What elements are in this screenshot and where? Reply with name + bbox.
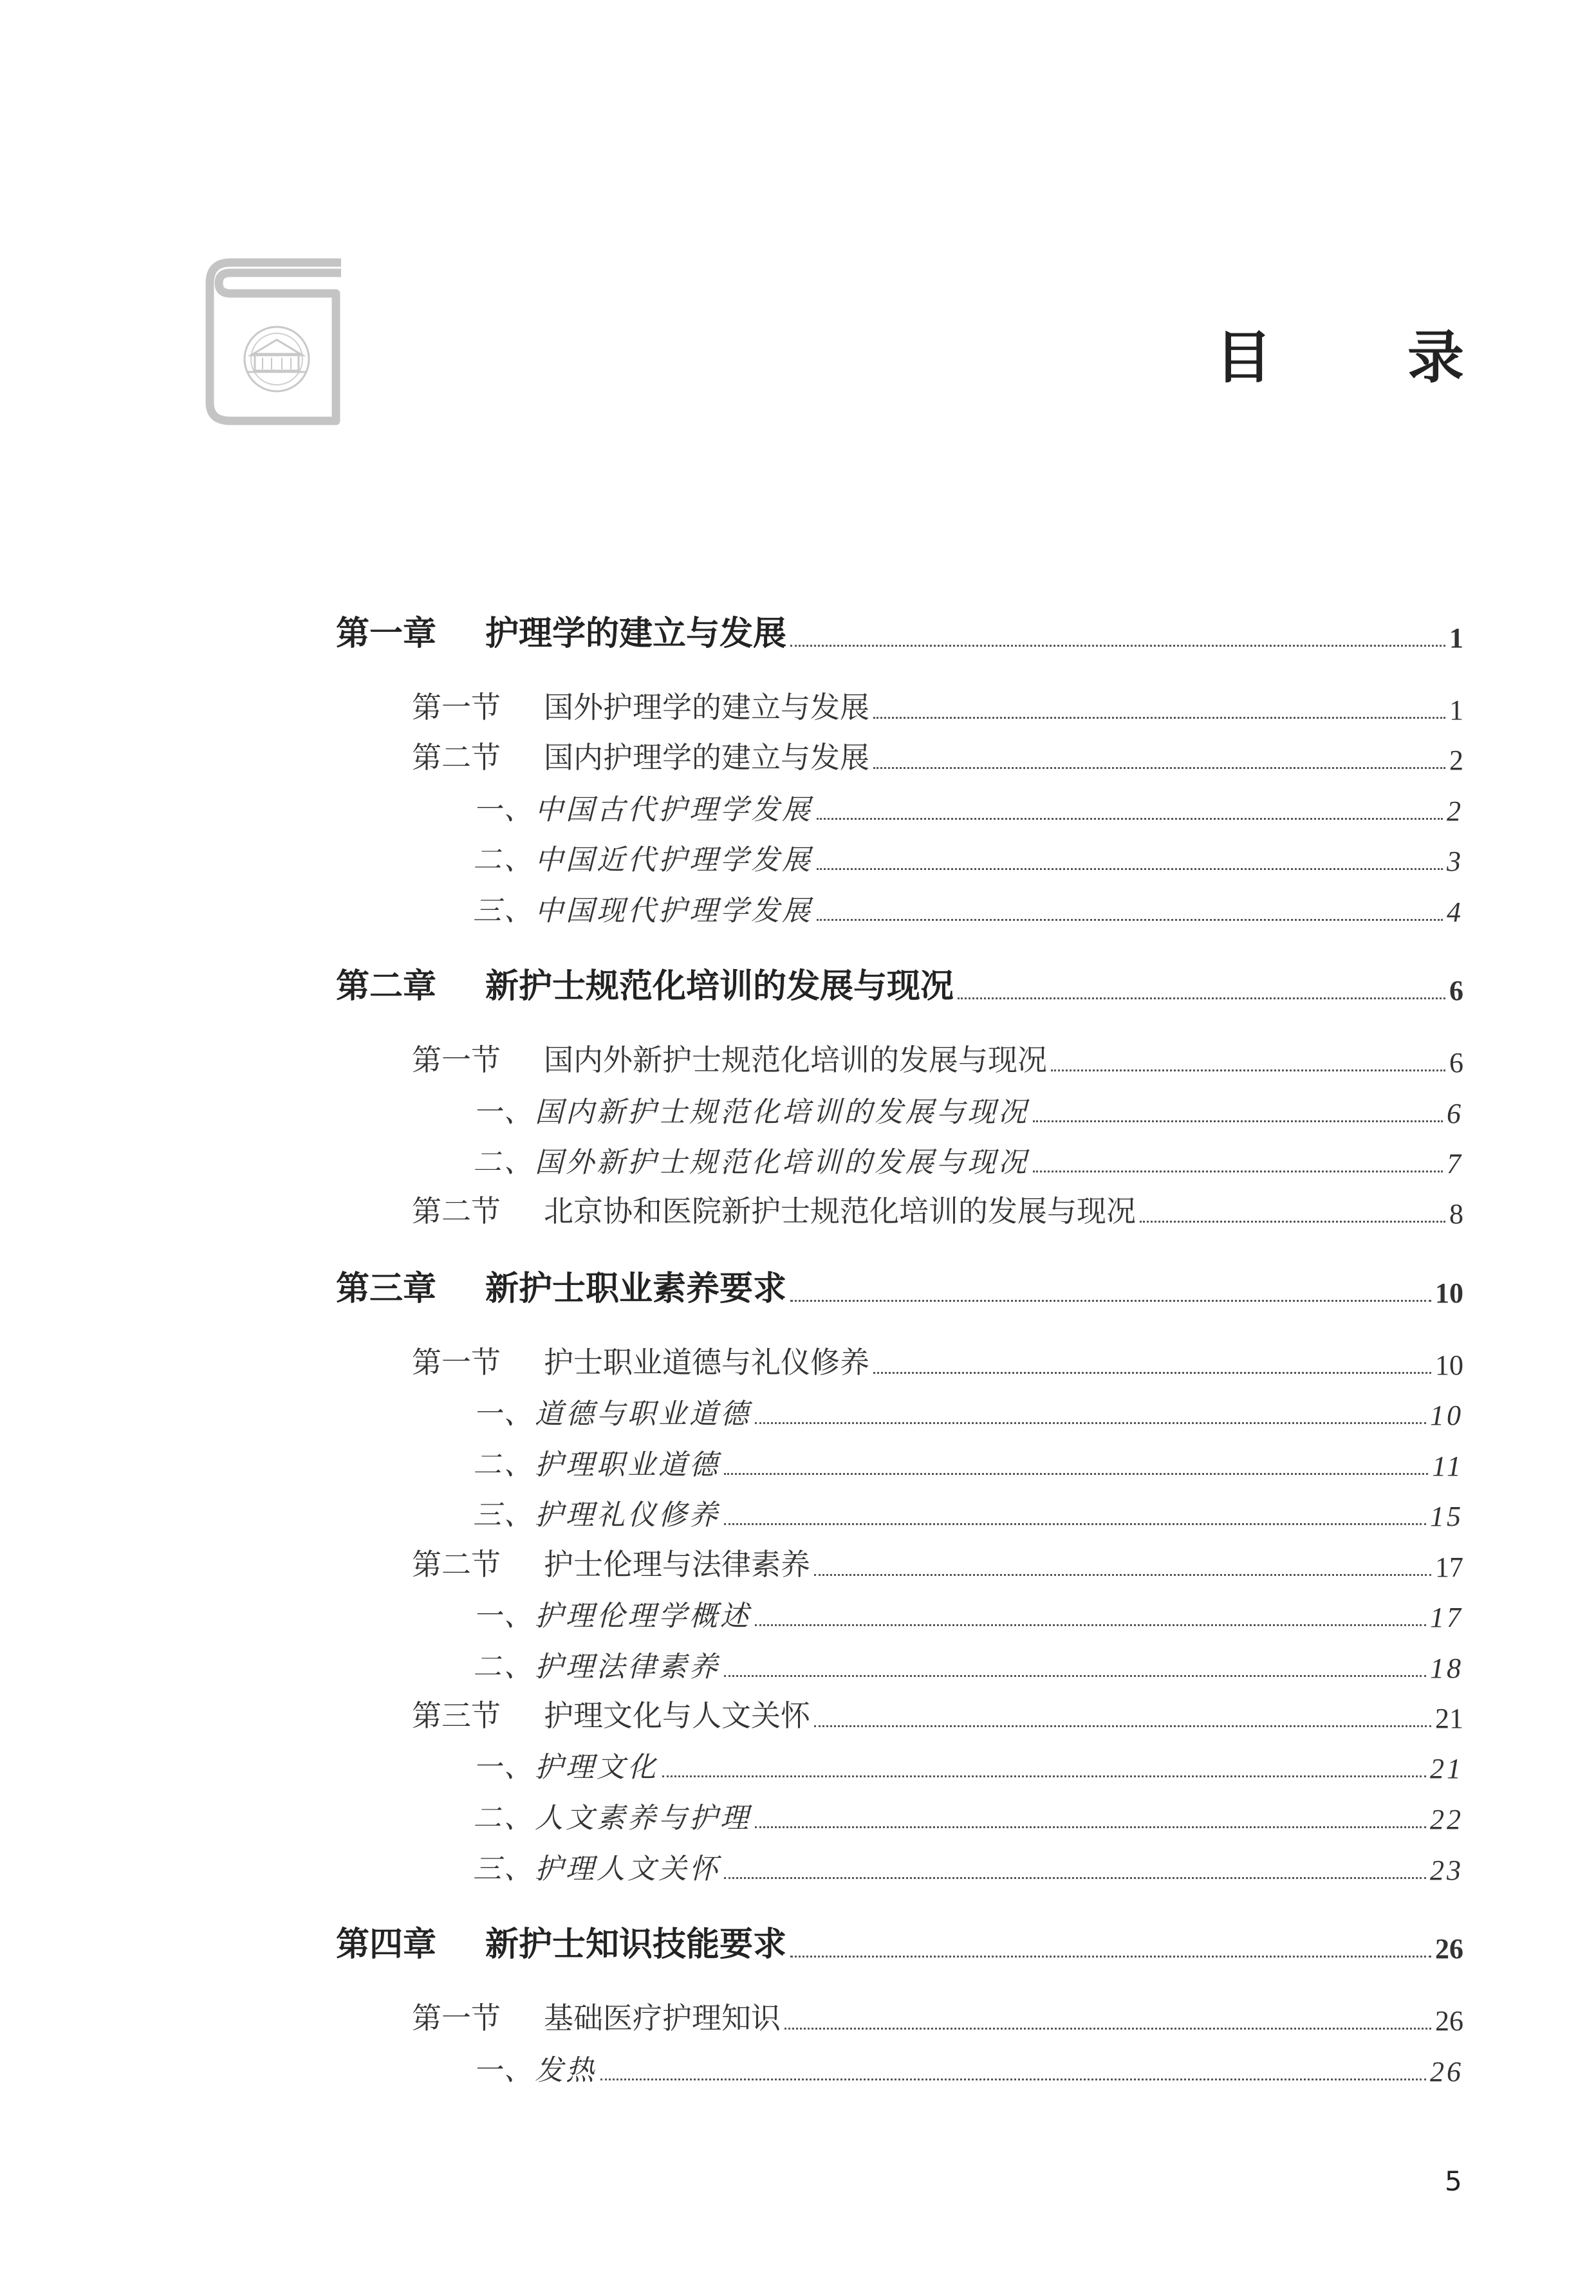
toc-entry-number: 一、: [473, 1600, 535, 1633]
toc-entry-title: 护士职业道德与礼仪修养: [544, 1345, 869, 1380]
toc-entry-title: 国内护理学的建立与发展: [544, 740, 869, 775]
toc-entry-number: 三、: [473, 1499, 535, 1532]
toc-entry-number: 第三章: [336, 1270, 437, 1308]
page-title: 目 录: [1215, 324, 1522, 391]
toc-entry-title: 护理伦理学概述: [535, 1600, 751, 1633]
toc-entry-number: 第三节: [412, 1698, 501, 1733]
toc-page-number: 10: [1435, 1349, 1463, 1381]
toc-entry-label: [336, 959, 954, 1007]
toc-entry-title: 护理文化与人文关怀: [544, 1698, 810, 1733]
toc-entry-title: 国外新护士规范化培训的发展与现况: [535, 1146, 1029, 1179]
toc-entry-number: 第二节: [412, 1547, 501, 1582]
toc-entry-title: 发热: [535, 2054, 597, 2087]
toc-entry-label: [473, 887, 813, 929]
toc-entry-number: 二、: [473, 1651, 535, 1683]
toc-chapter-row: [336, 1927, 1463, 1965]
toc-page-number: 7: [1447, 1148, 1463, 1180]
toc-entry-number: 第一章: [336, 615, 437, 653]
toc-entry-label: [473, 837, 813, 878]
dot-leader: [814, 1574, 1431, 1576]
toc-entry-label: [473, 1744, 658, 1785]
toc-entry-number: 一、: [473, 1096, 535, 1129]
toc-item-row: [473, 839, 1463, 878]
toc-page-number: 18: [1430, 1653, 1463, 1684]
toc-page-number: 10: [1435, 1277, 1463, 1309]
dot-leader: [817, 919, 1443, 921]
toc-entry-label: [473, 2047, 597, 2088]
toc-page-number: 1: [1449, 694, 1463, 726]
dot-leader: [1140, 1221, 1445, 1223]
toc-page-number: 21: [1435, 1703, 1463, 1734]
toc-item-row: [473, 1091, 1463, 1130]
toc-chapter-row: [336, 968, 1463, 1007]
toc-entry-number: 第二节: [412, 1194, 501, 1228]
dot-leader: [755, 1624, 1426, 1626]
toc-entry-label: [473, 786, 813, 828]
dot-leader: [873, 767, 1445, 769]
toc-entry-label: [336, 606, 786, 654]
toc-entry-title: 中国近代护理学发展: [535, 844, 813, 876]
dot-leader: [790, 1956, 1431, 1958]
toc-entry-number: 二、: [473, 844, 535, 876]
toc-entry-number: 第四章: [336, 1925, 437, 1964]
toc-entry-label: [412, 1037, 1047, 1079]
toc-item-row: [473, 1797, 1463, 1836]
toc-entry-title: 新护士知识技能要求: [485, 1925, 787, 1964]
toc-entry-number: 第一节: [412, 690, 501, 725]
dot-leader: [873, 717, 1445, 719]
toc-chapter-row: [336, 616, 1463, 654]
dot-leader: [790, 1300, 1431, 1302]
toc-page-number: 6: [1447, 1098, 1463, 1129]
toc-entry-label: [336, 1917, 786, 1965]
toc-page-number: 17: [1430, 1602, 1463, 1633]
toc-entry-label: [473, 1089, 1029, 1130]
toc-entry-label: [412, 684, 869, 727]
toc-item-row: [473, 1494, 1463, 1533]
dot-leader: [817, 868, 1443, 870]
toc-page-number: 2: [1449, 745, 1463, 776]
dot-leader: [755, 1826, 1426, 1828]
toc-entry-number: 第二章: [336, 967, 437, 1006]
dot-leader: [1051, 1069, 1445, 1071]
toc-entry-label: [412, 1692, 810, 1735]
dot-leader: [814, 1725, 1431, 1727]
toc-item-row: [473, 789, 1463, 828]
toc-entry-label: [473, 1593, 751, 1634]
dot-leader: [1033, 1120, 1443, 1122]
toc-section-row: [412, 1999, 1463, 2037]
toc-item-row: [473, 1444, 1463, 1483]
toc-entry-number: 三、: [473, 1853, 535, 1885]
toc-entry-title: 护理法律素养: [535, 1651, 720, 1683]
toc-entry-title: 护士伦理与法律素养: [544, 1547, 810, 1582]
dot-leader: [784, 2028, 1431, 2030]
toc-entry-label: [412, 1188, 1136, 1230]
toc-page-number: 17: [1435, 1551, 1463, 1583]
toc-item-row: [473, 2050, 1463, 2088]
toc-entry-number: 一、: [473, 793, 535, 826]
toc-entry-title: 基础医疗护理知识: [544, 2001, 781, 2035]
toc-entry-label: [336, 1261, 786, 1310]
toc-entry-number: 二、: [473, 1449, 535, 1481]
toc-entry-title: 新护士规范化培训的发展与现况: [485, 967, 954, 1006]
toc-item-row: [473, 1142, 1463, 1180]
toc-entry-number: 三、: [473, 894, 535, 927]
dot-leader: [724, 1523, 1426, 1525]
toc-entry-title: 人文素养与护理: [535, 1802, 751, 1835]
toc-page-number: 10: [1430, 1400, 1463, 1431]
dot-leader: [724, 1877, 1426, 1879]
dot-leader: [1033, 1171, 1443, 1172]
toc-entry-title: 国内外新护士规范化培训的发展与现况: [544, 1042, 1047, 1077]
toc-entry-title: 北京协和医院新护士规范化培训的发展与现况: [544, 1194, 1136, 1228]
toc-item-row: [473, 1646, 1463, 1685]
dot-leader: [817, 818, 1443, 820]
toc-entry-label: [473, 1139, 1029, 1180]
dot-leader: [600, 2078, 1426, 2080]
toc-entry-number: 第一节: [412, 1042, 501, 1077]
toc-section-row: [412, 1696, 1463, 1735]
toc-entry-label: [473, 1441, 720, 1483]
dot-leader: [958, 997, 1445, 999]
page-number: 5: [1445, 2165, 1462, 2197]
dot-leader: [662, 1775, 1426, 1777]
toc-entry-title: 护理礼仪修养: [535, 1499, 720, 1532]
toc-entry-label: [412, 1339, 869, 1382]
toc-section-row: [412, 1343, 1463, 1382]
toc-page-number: 1: [1449, 622, 1463, 654]
toc-section-row: [412, 1545, 1463, 1584]
toc-page-number: 23: [1430, 1855, 1463, 1886]
toc-item-row: [473, 890, 1463, 929]
toc-entry-title: 中国现代护理学发展: [535, 894, 813, 927]
toc-page-number: 11: [1432, 1450, 1463, 1482]
toc-entry-title: 护理人文关怀: [535, 1853, 720, 1885]
toc-entry-title: 新护士职业素养要求: [485, 1270, 787, 1308]
toc-section-row: [412, 738, 1463, 777]
toc-page-number: 3: [1447, 846, 1463, 877]
toc-entry-label: [473, 1643, 720, 1685]
toc-entry-title: 护理职业道德: [535, 1449, 720, 1481]
toc-page-number: 4: [1447, 896, 1463, 928]
toc-section-row: [412, 1192, 1463, 1230]
toc-entry-title: 护理学的建立与发展: [485, 615, 787, 653]
toc-entry-label: [473, 1492, 720, 1533]
toc-item-row: [473, 1746, 1463, 1785]
toc-entry-number: 一、: [473, 1751, 535, 1784]
toc-entry-title: 中国古代护理学发展: [535, 793, 813, 826]
toc-page-number: 26: [1435, 2005, 1463, 2037]
toc-entry-number: 二、: [473, 1802, 535, 1835]
toc-page-number: 26: [1430, 2056, 1463, 2088]
toc-entry-number: 第二节: [412, 740, 501, 775]
toc-page-number: 21: [1430, 1753, 1463, 1784]
toc-section-row: [412, 1041, 1463, 1079]
toc-entry-number: 一、: [473, 1398, 535, 1430]
toc-page-number: 15: [1430, 1501, 1463, 1532]
toc-entry-label: [473, 1846, 720, 1887]
toc-item-row: [473, 1595, 1463, 1634]
toc-entry-number: 第一节: [412, 2001, 501, 2035]
toc-entry-label: [412, 734, 869, 777]
toc-entry-number: 二、: [473, 1146, 535, 1179]
toc-page-number: 8: [1449, 1198, 1463, 1230]
toc-entry-label: [412, 1541, 810, 1584]
dot-leader: [724, 1675, 1426, 1677]
toc-page-number: 6: [1449, 975, 1463, 1006]
toc-section-row: [412, 688, 1463, 727]
dot-leader: [755, 1422, 1426, 1424]
toc-entry-label: [473, 1391, 751, 1432]
toc-entry-number: 第一节: [412, 1345, 501, 1380]
dot-leader: [724, 1473, 1428, 1475]
toc-page-number: 2: [1447, 795, 1463, 827]
toc-entry-label: [473, 1795, 751, 1836]
toc-page-number: 26: [1435, 1933, 1463, 1965]
toc-entry-title: 国外护理学的建立与发展: [544, 690, 869, 725]
toc-chapter-row: [336, 1271, 1463, 1310]
toc-entry-label: [412, 1995, 781, 2037]
toc-page-number: 22: [1430, 1804, 1463, 1835]
toc-entry-title: 护理文化: [535, 1751, 658, 1784]
dot-leader: [873, 1372, 1431, 1374]
toc-page-number: 6: [1449, 1047, 1463, 1079]
toc-item-row: [473, 1848, 1463, 1887]
toc-entry-title: 国内新护士规范化培训的发展与现况: [535, 1096, 1029, 1129]
dot-leader: [790, 645, 1445, 647]
toc-entry-title: 道德与职业道德: [535, 1398, 751, 1430]
toc-entry-number: 一、: [473, 2054, 535, 2087]
toc-item-row: [473, 1393, 1463, 1432]
